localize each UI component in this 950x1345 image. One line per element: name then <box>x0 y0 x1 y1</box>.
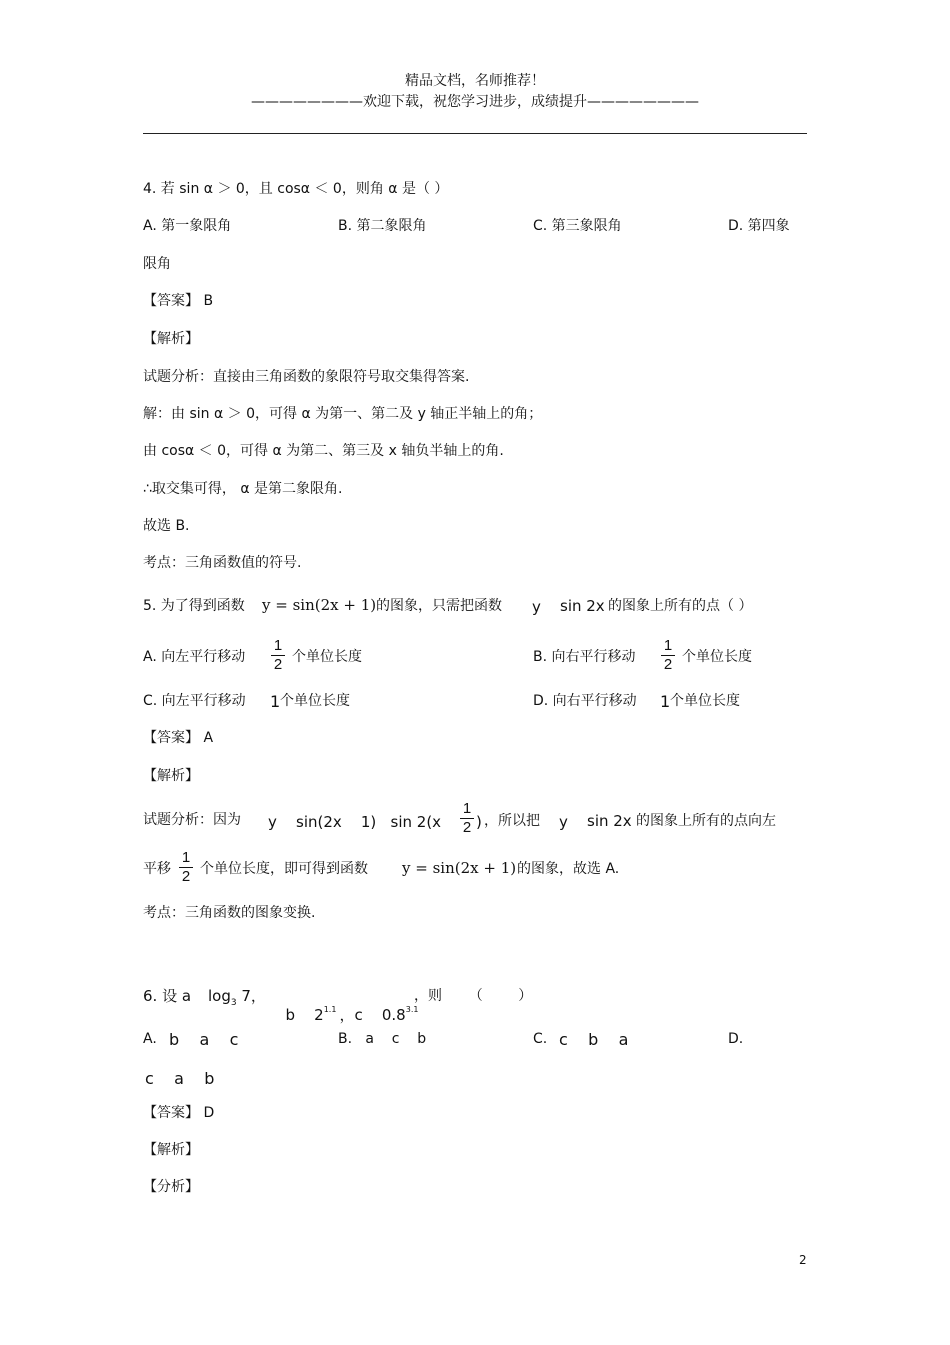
q5-kaodian: 考点：三角函数的图象变换. <box>143 905 316 921</box>
q5-option-a-fraction: 1 2 <box>271 638 285 673</box>
q4-answer: 【答案】 B <box>143 293 214 309</box>
q5-answer: 【答案】 A <box>143 730 214 746</box>
q6-stem-prefix: 6. 设 a <box>143 987 192 1005</box>
q5-option-d-unit: 个单位长度 <box>670 693 740 709</box>
q5-analysis-prefix: 试题分析：因为 <box>143 812 241 828</box>
q6-log: log <box>208 987 231 1005</box>
q6-log-base: 3 <box>230 998 237 1008</box>
header-divider <box>143 133 807 134</box>
q5-stem-formula: y = sin(2x + 1) <box>262 596 377 614</box>
q5-stem-y: y <box>532 598 541 616</box>
q6-option-c: c b a <box>559 1030 629 1049</box>
q6-log-arg: 7， <box>236 987 266 1005</box>
q6-option-c-label: C. <box>533 1031 548 1047</box>
q4-stem: 4. 若 sin α ＞ 0，且 cosα ＜ 0，则角 α 是（ ） <box>143 181 449 197</box>
q4-option-a: A. 第一象限角 <box>143 218 232 234</box>
q6-c-base: ，c 0.8 <box>339 1006 406 1024</box>
q5-option-b-fraction: 1 2 <box>661 638 675 673</box>
q6-answer: 【答案】 D <box>143 1105 215 1121</box>
q6-b-exponent: 1.1 <box>323 1005 337 1014</box>
q5-option-c-label: C. 向左平行移动 <box>143 693 246 709</box>
q6-stem-b <box>276 988 336 1024</box>
q5-option-c-one: 1 <box>270 692 281 711</box>
q6-option-a: b a c <box>169 1030 239 1049</box>
q5-analysis-label: 【解析】 <box>143 768 199 784</box>
page-number: 2 <box>799 1253 807 1267</box>
q5-analysis-fraction: 1 2 <box>460 801 474 836</box>
header-title: 精品文档，名师推荐！ <box>405 73 545 89</box>
q4-analysis-line-3: 由 cosα ＜ 0，可得 α 为第二、第三及 x 轴负半轴上的角. <box>143 443 504 459</box>
q5-stem-prefix: 5. 为了得到函数 <box>143 598 245 614</box>
q5-analysis-y1: y <box>268 813 277 831</box>
q5-option-a-label: A. 向左平行移动 <box>143 649 246 665</box>
q4-kaodian: 考点：三角函数值的符号. <box>143 555 302 571</box>
q5-analysis-sin2x: sin 2x <box>587 812 632 830</box>
q4-analysis-line-4: ∴取交集可得， α 是第二象限角. <box>143 481 343 497</box>
q4-analysis-line-5: 故选 B. <box>143 518 190 534</box>
q6-option-d: c a b <box>145 1069 215 1088</box>
q5-analysis-line2-middle: 个单位长度，即可得到函数 <box>200 861 368 877</box>
q5-option-d-label: D. 向右平行移动 <box>533 693 637 709</box>
q5-analysis-line2-prefix: 平移 <box>143 861 171 877</box>
q4-analysis-line-2: 解：由 sin α ＞ 0，可得 α 为第一、第二及 y 轴正半轴上的角； <box>143 406 543 422</box>
q5-analysis-suffix: 的图象上所有的点向左 <box>636 813 776 829</box>
q6-stem-suffix: ，则 （ ） <box>414 988 533 1004</box>
q5-option-c-unit: 个单位长度 <box>280 693 350 709</box>
q6-option-d-label: D. <box>728 1031 744 1047</box>
q6-analysis-label: 【解析】 <box>143 1142 199 1158</box>
q5-analysis-close-paren: ) <box>476 813 482 831</box>
q5-option-a-unit: 个单位长度 <box>292 649 362 665</box>
header-subtitle: ————————欢迎下载，祝您学习进步，成绩提升———————— <box>251 94 699 110</box>
q6-b-base: b 2 <box>285 1006 324 1024</box>
q4-option-c: C. 第三象限角 <box>533 218 622 234</box>
q5-option-d-one: 1 <box>660 692 671 711</box>
q5-analysis-middle: ，所以把 <box>484 813 540 829</box>
q5-analysis-line2-suffix: 的图象，故选 A. <box>517 861 620 877</box>
q5-option-b-label: B. 向右平行移动 <box>533 649 636 665</box>
q6-stem-c <box>330 988 418 1024</box>
q6-stem-log <box>208 987 266 1009</box>
q5-analysis-expression: sin(2x 1) sin 2(x <box>296 813 442 831</box>
q5-stem-suffix: 的图象上所有的点（ ） <box>608 598 753 614</box>
q6-fenxi-label: 【分析】 <box>143 1179 199 1195</box>
q5-analysis-line2-formula: y = sin(2x + 1) <box>402 859 517 877</box>
q5-analysis-line2-fraction: 1 2 <box>179 850 193 885</box>
q5-stem-sin2x: sin 2x <box>560 597 605 615</box>
q4-analysis-line-1: 试题分析：直接由三角函数的象限符号取交集得答案. <box>143 369 470 385</box>
q5-stem-middle: 的图象，只需把函数 <box>376 598 502 614</box>
q5-option-b-unit: 个单位长度 <box>682 649 752 665</box>
q6-option-a-label: A. <box>143 1031 157 1047</box>
q6-c-exponent: 3.1 <box>405 1005 419 1014</box>
q5-analysis-y2: y <box>559 813 568 831</box>
q4-option-d-wrap: 限角 <box>143 256 171 272</box>
q6-option-b: B. a c b <box>338 1031 427 1047</box>
q4-analysis-label: 【解析】 <box>143 331 199 347</box>
q4-option-d: D. 第四象 <box>728 218 790 234</box>
q4-option-b: B. 第二象限角 <box>338 218 427 234</box>
